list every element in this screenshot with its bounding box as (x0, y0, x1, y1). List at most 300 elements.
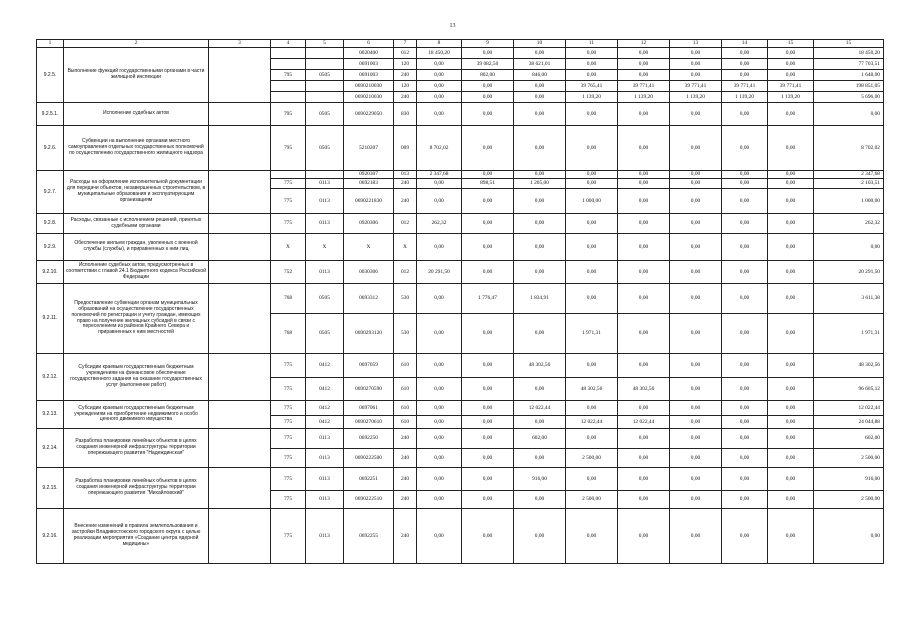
section-number: 9.2.8. (37, 214, 64, 234)
amount-cell: 1 834,91 (514, 284, 566, 314)
table-row (37, 401, 884, 416)
amount-cell: 1 139,20 (566, 92, 618, 103)
amount-cell: 2 500,00 (814, 491, 884, 509)
executor-cell (209, 214, 271, 234)
amount-cell: 0,00 (462, 48, 514, 59)
amount-cell: 0,00 (768, 429, 814, 449)
amount-cell: 39 771,41 (768, 81, 814, 92)
amount-cell: 0,00 (670, 59, 722, 70)
section-description: Выполнение функций государственными органами в части жилищной инспекции (64, 48, 209, 103)
amount-cell: 0,00 (722, 284, 768, 314)
executor-cell (209, 354, 271, 401)
code-cell-c7: 610 (394, 401, 417, 416)
amount-cell: 0,00 (514, 261, 566, 284)
section-description: Внесение изменений в правила землепользования и застройки Владивостокского городского округа с целью реализации мероприятия «Создание центра ядерной медицины» (64, 509, 209, 564)
amount-cell: 0,00 (722, 491, 768, 509)
section-description: Разработка планировки линейных объектов в целях создания инженерной инфраструктуры территории опережающего развития "Михайловский" (64, 468, 209, 509)
amount-cell: 0,00 (566, 234, 618, 261)
amount-cell: 2 347,68 (814, 171, 884, 179)
amount-cell: 0,00 (417, 401, 462, 416)
amount-cell: 0,00 (618, 284, 670, 314)
code-cell-c5: 0113 (306, 509, 344, 564)
amount-cell: 0,00 (722, 189, 768, 214)
amount-cell: 0,00 (514, 449, 566, 468)
code-cell-c6: 0690210030 (344, 81, 394, 92)
section-description: Субвенции на выполнение органами местного самоуправления отдельных государственных полномочий по осуществлению государственного жилищного надзора (64, 126, 209, 171)
amount-cell: 0,00 (462, 509, 514, 564)
amount-cell: 24 044,88 (814, 416, 884, 429)
code-cell-c7: 240 (394, 429, 417, 449)
amount-cell: 0,00 (417, 509, 462, 564)
header-row (37, 40, 884, 48)
header-cell: 5 (306, 40, 344, 48)
amount-cell: 0,00 (722, 401, 768, 416)
amount-cell: 0,00 (514, 103, 566, 126)
amount-cell: 0,00 (417, 468, 462, 491)
code-cell-c4: 775 (271, 491, 306, 509)
amount-cell: 0,00 (618, 179, 670, 189)
amount-cell: 0,00 (670, 70, 722, 81)
code-cell-c5: 0505 (306, 103, 344, 126)
amount-cell: 0,00 (566, 401, 618, 416)
code-cell-c7: 240 (394, 92, 417, 103)
amount-cell: 0,00 (618, 314, 670, 354)
code-cell-c4: X (271, 234, 306, 261)
code-cell-c7: X (394, 234, 417, 261)
amount-cell: 18 450,20 (417, 48, 462, 59)
amount-cell: 0,00 (814, 103, 884, 126)
executor-cell (209, 429, 271, 468)
table-row (37, 171, 884, 179)
code-cell-c6: 0690210030 (344, 92, 394, 103)
header-cell: 9 (462, 40, 514, 48)
code-cell-c5: 0113 (306, 261, 344, 284)
amount-cell: 77 703,51 (814, 59, 884, 70)
amount-cell: 0,00 (462, 103, 514, 126)
amount-cell: 0,00 (417, 354, 462, 378)
header-cell: 15 (814, 40, 884, 48)
header-cell: 4 (271, 40, 306, 48)
code-cell-c6: 0697061 (344, 401, 394, 416)
amount-cell: 0,00 (722, 234, 768, 261)
amount-cell: 0,00 (768, 509, 814, 564)
amount-cell: 0,00 (768, 171, 814, 179)
amount-cell: 0,00 (462, 468, 514, 491)
amount-cell: 96 605,12 (814, 378, 884, 401)
table-row (37, 48, 884, 59)
amount-cell: 262,32 (814, 214, 884, 234)
section-description: Субсидии краевым государственным бюджетным учреждениям на финансовое обеспечение государственного задания на оказание государственных услуг (выполнение работ) (64, 354, 209, 401)
amount-cell: 0,00 (670, 491, 722, 509)
amount-cell: 1 139,20 (670, 92, 722, 103)
section-number: 9.2.9. (37, 234, 64, 261)
amount-cell: 0,00 (417, 81, 462, 92)
code-cell-c5: 0113 (306, 429, 344, 449)
table-row (37, 354, 884, 378)
header-cell: 10 (514, 40, 566, 48)
code-cell-c5: 0113 (306, 468, 344, 491)
code-cell-c4: 775 (271, 179, 306, 189)
amount-cell: 0,00 (417, 449, 462, 468)
amount-cell: 1 971,31 (814, 314, 884, 354)
section-description: Разработка планировки линейных объектов в целях создания инженерной инфраструктуры территории опережающего развития "Надеждинская" (64, 429, 209, 468)
code-cell-c7: 240 (394, 189, 417, 214)
code-cell-c4: 775 (271, 468, 306, 491)
amount-cell: 0,00 (462, 92, 514, 103)
amount-cell: 0,00 (566, 126, 618, 171)
header-cell: 6 (344, 40, 394, 48)
amount-cell: 0,00 (514, 81, 566, 92)
amount-cell: 0,00 (722, 126, 768, 171)
amount-cell: 0,00 (768, 234, 814, 261)
header-cell: 8 (417, 40, 462, 48)
section-number: 9.2.14. (37, 429, 64, 468)
amount-cell: 39 082,50 (462, 59, 514, 70)
amount-cell: 0,00 (768, 48, 814, 59)
executor-cell (209, 401, 271, 429)
amount-cell: 0,00 (618, 401, 670, 416)
amount-cell: 0,00 (417, 284, 462, 314)
amount-cell: 0,00 (618, 449, 670, 468)
code-cell-c5: 0505 (306, 70, 344, 81)
amount-cell: 0,00 (722, 261, 768, 284)
section-number: 9.2.5. (37, 48, 64, 103)
section-description: Обеспечение жильем граждан, уволенных с военной службы (службы), и приравненных к ним лиц (64, 234, 209, 261)
amount-cell: 0,00 (417, 491, 462, 509)
header-cell: 13 (670, 40, 722, 48)
code-cell-c7: 240 (394, 491, 417, 509)
code-cell-c5: 0412 (306, 401, 344, 416)
amount-cell: 0,00 (670, 126, 722, 171)
amount-cell: 0,00 (670, 284, 722, 314)
amount-cell: 38 621,01 (514, 59, 566, 70)
code-cell-c6: 0690222500 (344, 449, 394, 468)
amount-cell: 0,00 (722, 171, 768, 179)
section-description: Расходы на оформление исполнительной документации для передачи объектов, незавершенных строительством, в муниципальные образования и эксплуатирующим организациям (64, 171, 209, 214)
amount-cell: 602,00 (514, 429, 566, 449)
amount-cell: 0,00 (417, 314, 462, 354)
table-row (37, 468, 884, 491)
amount-cell: 0,00 (722, 314, 768, 354)
amount-cell: 0,00 (768, 354, 814, 378)
section-description: Исполнение судебных актов, предусмотренных в соответствии с главой 24.1 Бюджетного кодекса Российской Федерации (64, 261, 209, 284)
code-cell-c5: 0505 (306, 284, 344, 314)
header-cell: 14 (722, 40, 768, 48)
amount-cell: 0,00 (670, 214, 722, 234)
code-cell-c5: 0412 (306, 378, 344, 401)
code-cell-c7: 830 (394, 103, 417, 126)
amount-cell: 0,00 (768, 468, 814, 491)
amount-cell: 0,00 (670, 314, 722, 354)
amount-cell: 0,00 (514, 234, 566, 261)
amount-cell: 0,00 (462, 81, 514, 92)
amount-cell: 39 771,41 (618, 81, 670, 92)
amount-cell: 0,00 (566, 468, 618, 491)
amount-cell: 0,00 (566, 70, 618, 81)
amount-cell: 0,00 (670, 261, 722, 284)
code-cell-c6: 0692250 (344, 429, 394, 449)
amount-cell: 602,00 (814, 429, 884, 449)
code-cell-c7: 610 (394, 354, 417, 378)
amount-cell: 48 302,56 (618, 378, 670, 401)
code-cell-c6: 0691003 (344, 59, 394, 70)
section-number: 9.2.11. (37, 284, 64, 354)
section-number: 9.2.15. (37, 468, 64, 509)
amount-cell: 0,00 (514, 189, 566, 214)
amount-cell: 0,00 (618, 468, 670, 491)
amount-cell: 0,00 (566, 103, 618, 126)
code-cell-c6: 0692255 (344, 509, 394, 564)
amount-cell: 0,00 (722, 70, 768, 81)
amount-cell: 1 648,00 (814, 70, 884, 81)
amount-cell: 0,00 (722, 59, 768, 70)
code-cell-c7: 240 (394, 509, 417, 564)
amount-cell: 0,00 (618, 509, 670, 564)
amount-cell: 0,00 (618, 261, 670, 284)
amount-cell: 0,00 (768, 214, 814, 234)
code-cell-c5 (306, 92, 344, 103)
code-cell-c6: X (344, 234, 394, 261)
amount-cell: 0,00 (722, 214, 768, 234)
amount-cell: 8 702,02 (417, 126, 462, 171)
code-cell-c5: 0113 (306, 491, 344, 509)
amount-cell: 0,00 (514, 378, 566, 401)
amount-cell: 0,00 (670, 171, 722, 179)
code-cell-c4: 775 (271, 378, 306, 401)
code-cell-c4 (271, 81, 306, 92)
amount-cell: 2 500,00 (566, 449, 618, 468)
amount-cell: 0,00 (462, 491, 514, 509)
amount-cell: 0,00 (462, 214, 514, 234)
code-cell-c7: 013 (394, 171, 417, 179)
table-row (37, 429, 884, 449)
amount-cell: 0,00 (670, 48, 722, 59)
code-cell-c5: 0412 (306, 354, 344, 378)
amount-cell: 0,00 (462, 449, 514, 468)
amount-cell: 2 500,00 (814, 449, 884, 468)
amount-cell: 0,00 (722, 449, 768, 468)
code-cell-c5: X (306, 234, 344, 261)
code-cell-c7: 530 (394, 284, 417, 314)
amount-cell: 1 000,00 (566, 189, 618, 214)
code-cell-c6: 0020400 (344, 48, 394, 59)
amount-cell: 0,00 (670, 189, 722, 214)
amount-cell: 12 022,44 (814, 401, 884, 416)
amount-cell: 1 205,00 (514, 179, 566, 189)
code-cell-c4: 775 (271, 416, 306, 429)
code-cell-c6: 0691003 (344, 70, 394, 81)
amount-cell: 898,51 (462, 179, 514, 189)
code-cell-c5: 0505 (306, 126, 344, 171)
amount-cell: 48 302,56 (514, 354, 566, 378)
amount-cell: 0,00 (618, 429, 670, 449)
header-cell: 11 (566, 40, 618, 48)
executor-cell (209, 48, 271, 103)
amount-cell: 0,00 (768, 189, 814, 214)
amount-cell: 0,00 (618, 59, 670, 70)
section-description: Расходы, связанные с исполнением решений, принятых судебными органами (64, 214, 209, 234)
amount-cell: 0,00 (814, 509, 884, 564)
amount-cell: 0,00 (618, 171, 670, 179)
code-cell-c5: 0113 (306, 179, 344, 189)
code-cell-c4: 795 (271, 70, 306, 81)
section-number: 9.2.13. (37, 401, 64, 429)
code-cell-c4: 775 (271, 354, 306, 378)
amount-cell: 0,00 (417, 179, 462, 189)
code-cell-c6: 0690270610 (344, 416, 394, 429)
amount-cell: 0,00 (722, 354, 768, 378)
amount-cell: 0,00 (618, 189, 670, 214)
amount-cell: 0,00 (670, 234, 722, 261)
code-cell-c6: 0697059 (344, 354, 394, 378)
amount-cell: 0,00 (462, 401, 514, 416)
amount-cell: 0,00 (618, 491, 670, 509)
code-cell-c6: 0690270590 (344, 378, 394, 401)
amount-cell: 0,00 (722, 378, 768, 401)
amount-cell: 916,00 (814, 468, 884, 491)
amount-cell: 8 702,02 (814, 126, 884, 171)
table-row (37, 284, 884, 314)
code-cell-c4 (271, 92, 306, 103)
code-cell-c4: 775 (271, 401, 306, 416)
amount-cell: 0,00 (670, 378, 722, 401)
section-number: 9.2.6. (37, 126, 64, 171)
amount-cell: 0,00 (417, 378, 462, 401)
header-cell: 7 (394, 40, 417, 48)
amount-cell: 0,00 (462, 314, 514, 354)
amount-cell: 20 291,50 (814, 261, 884, 284)
amount-cell: 0,00 (768, 284, 814, 314)
amount-cell: 0,00 (462, 126, 514, 171)
amount-cell: 0,00 (768, 378, 814, 401)
amount-cell: 0,00 (514, 314, 566, 354)
table-row (37, 509, 884, 564)
amount-cell: 0,00 (462, 261, 514, 284)
amount-cell: 0,00 (722, 468, 768, 491)
code-cell-c7: 530 (394, 314, 417, 354)
amount-cell: 0,00 (417, 234, 462, 261)
amount-cell: 0,00 (768, 103, 814, 126)
amount-cell: 0,00 (462, 354, 514, 378)
amount-cell: 5 696,00 (814, 92, 884, 103)
code-cell-c6: 0690222510 (344, 491, 394, 509)
amount-cell: 0,00 (417, 103, 462, 126)
amount-cell: 39 771,41 (722, 81, 768, 92)
amount-cell: 0,00 (462, 189, 514, 214)
section-description: Предоставление субвенции органам муниципальных образований на осуществление государственных полномочий по регистрации и учету граждан, имеющих право на получение жилищных субсидий в связи с переселением из районов Крайнего Севера и приравненных к ним местностей (64, 284, 209, 354)
code-cell-c5 (306, 171, 344, 179)
amount-cell: 3 611,38 (814, 284, 884, 314)
code-cell-c6: 5210207 (344, 126, 394, 171)
code-cell-c7: 012 (394, 48, 417, 59)
amount-cell: 1 139,20 (768, 92, 814, 103)
header-cell: 12 (618, 40, 670, 48)
amount-cell: 0,00 (618, 214, 670, 234)
amount-cell: 20 291,50 (417, 261, 462, 284)
amount-cell: 2 500,00 (566, 491, 618, 509)
code-cell-c6: 0690221830 (344, 189, 394, 214)
amount-cell: 0,00 (768, 70, 814, 81)
code-cell-c5 (306, 81, 344, 92)
amount-cell: 0,00 (514, 416, 566, 429)
amount-cell: 0,00 (768, 126, 814, 171)
code-cell-c4 (271, 171, 306, 179)
code-cell-c7: 240 (394, 179, 417, 189)
amount-cell: 18 450,20 (814, 48, 884, 59)
amount-cell: 0,00 (462, 171, 514, 179)
amount-cell: 39 765,41 (566, 81, 618, 92)
amount-cell: 0,00 (417, 189, 462, 214)
amount-cell: 0,00 (417, 59, 462, 70)
amount-cell: 0,00 (417, 70, 462, 81)
amount-cell: 0,00 (417, 92, 462, 103)
amount-cell: 0,00 (566, 59, 618, 70)
amount-cell: 0,00 (417, 416, 462, 429)
amount-cell: 0,00 (768, 314, 814, 354)
amount-cell: 12 022,44 (618, 416, 670, 429)
amount-cell: 0,00 (566, 354, 618, 378)
amount-cell: 0,00 (566, 179, 618, 189)
amount-cell: 0,00 (722, 429, 768, 449)
code-cell-c4: 775 (271, 449, 306, 468)
amount-cell: 0,00 (722, 416, 768, 429)
amount-cell: 0,00 (670, 449, 722, 468)
header-cell: 1 (37, 40, 64, 48)
amount-cell: 0,00 (670, 401, 722, 416)
amount-cell: 0,00 (722, 48, 768, 59)
amount-cell: 0,00 (514, 214, 566, 234)
amount-cell: 12 022,44 (566, 416, 618, 429)
budget-table (36, 39, 884, 564)
code-cell-c5 (306, 48, 344, 59)
amount-cell: 2 347,68 (417, 171, 462, 179)
code-cell-c7: 012 (394, 214, 417, 234)
amount-cell: 0,00 (514, 48, 566, 59)
code-cell-c6: 0692251 (344, 468, 394, 491)
table-row (37, 261, 884, 284)
code-cell-c7: 009 (394, 126, 417, 171)
amount-cell: 0,00 (670, 103, 722, 126)
amount-cell: 12 022,44 (514, 401, 566, 416)
amount-cell: 0,00 (514, 509, 566, 564)
executor-cell (209, 126, 271, 171)
code-cell-c7: 610 (394, 416, 417, 429)
table-row (37, 103, 884, 126)
section-number: 9.2.12. (37, 354, 64, 401)
amount-cell: 0,00 (514, 491, 566, 509)
amount-cell: 846,00 (514, 70, 566, 81)
amount-cell: 0,00 (670, 416, 722, 429)
code-cell-c4: 775 (271, 214, 306, 234)
amount-cell: 0,00 (566, 214, 618, 234)
code-cell-c6: 0692183 (344, 179, 394, 189)
amount-cell: 0,00 (462, 416, 514, 429)
amount-cell: 0,00 (566, 284, 618, 314)
amount-cell: 0,00 (768, 449, 814, 468)
amount-cell: 0,00 (566, 261, 618, 284)
amount-cell: 0,00 (670, 509, 722, 564)
amount-cell: 1 776,47 (462, 284, 514, 314)
amount-cell: 2 103,51 (814, 179, 884, 189)
header-cell: 15 (768, 40, 814, 48)
executor-cell (209, 234, 271, 261)
code-cell-c5: 0113 (306, 189, 344, 214)
code-cell-c7: 240 (394, 70, 417, 81)
code-cell-c4: 752 (271, 261, 306, 284)
code-cell-c5 (306, 59, 344, 70)
code-cell-c6: 0690293120 (344, 314, 394, 354)
code-cell-c6: 0030306 (344, 261, 394, 284)
